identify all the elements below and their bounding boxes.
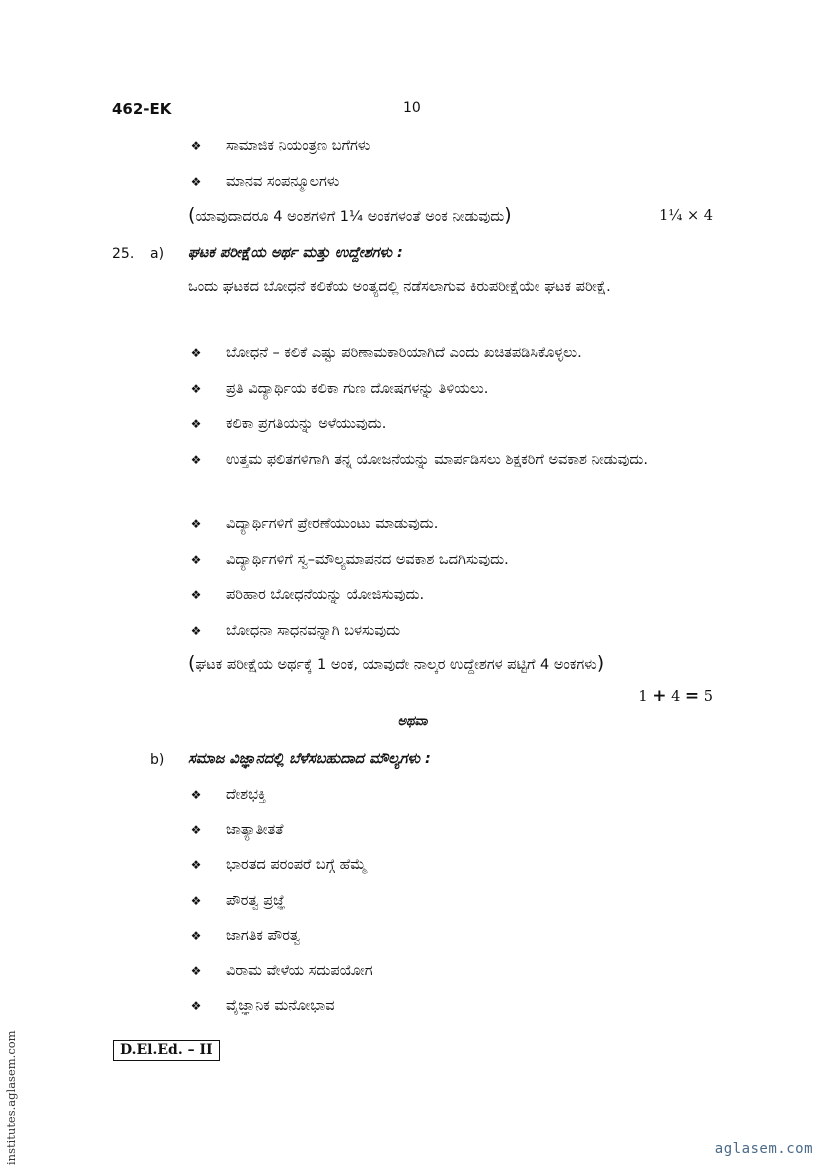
list-item: ಕಲಿಕಾ ಪ್ರಗತಿಯನ್ನು ಅಳೆಯುವುದು. — [226, 416, 387, 432]
bullet-icon: ❖ — [190, 823, 202, 837]
bullet-icon: ❖ — [190, 346, 202, 360]
list-item: ಬೋಧನೆ – ಕಲಿಕೆ ಎಷ್ಟು ಪರಿಣಾಮಕಾರಿಯಾಗಿದೆ ಎಂದು ಖಚಿತಪಡಿಸಿಕೊಳ್ಳಲು. — [226, 345, 582, 361]
bullet-icon: ❖ — [190, 517, 202, 531]
bullet-icon: ❖ — [190, 894, 202, 908]
marking-note: (ಘಟಕ ಪರೀಕ್ಷೆಯ ಅರ್ಥಕ್ಕೆ 1 ಅಂಕ, ಯಾವುದೇ ನಾಲ್ಕರ ಉದ್ದೇಶಗಳ ಪಟ್ಟಿಗೆ 4 ಅಂಕಗಳು) — [188, 652, 605, 674]
course-code-box: D.El.Ed. – II — [113, 1040, 220, 1061]
section-heading: ಸಮಾಜ ವಿಜ್ಞಾನದಲ್ಲಿ ಬೆಳೆಸಬಹುದಾದ ಮೌಲ್ಯಗಳು : — [188, 751, 431, 767]
bullet-icon: ❖ — [190, 382, 202, 396]
list-item: ಪ್ರತಿ ವಿದ್ಯಾರ್ಥಿಯ ಕಲಿಕಾ ಗುಣ ದೋಷಗಳನ್ನು ತಿಳಿಯಲು. — [226, 381, 489, 397]
paper-code: 462-EK — [112, 100, 172, 118]
question-part-label: a) — [150, 246, 165, 262]
bullet-icon: ❖ — [190, 929, 202, 943]
definition-paragraph: ಒಂದು ಘಟಕದ ಬೋಧನೆ ಕಲಿಕೆಯ ಅಂತ್ಯದಲ್ಲಿ ನಡೆಸಲಾಗುವ ಕಿರುಪರೀಕ್ಷೆಯೇ ಘಟಕ ಪರೀಕ್ಷೆ. — [188, 279, 611, 295]
bullet-icon: ❖ — [190, 553, 202, 567]
bullet-icon: ❖ — [190, 964, 202, 978]
list-item: ಮಾನವ ಸಂಪನ್ಮೂಲಗಳು — [226, 174, 340, 190]
marks-allotment: 1¼ × 4 — [659, 208, 713, 224]
list-item: ಜಾಗತಿಕ ಪೌರತ್ವ — [226, 928, 301, 944]
bullet-icon: ❖ — [190, 417, 202, 431]
list-item: ವಿರಾಮ ವೇಳೆಯ ಸದುಪಯೋಗ — [226, 963, 373, 979]
list-item: ಪರಿಹಾರ ಬೋಧನೆಯನ್ನು ಯೋಜಿಸುವುದು. — [226, 587, 425, 603]
or-separator: ಅಥವಾ — [397, 714, 428, 729]
list-item: ಬೋಧನಾ ಸಾಧನವನ್ನಾಗಿ ಬಳಸುವುದು — [226, 623, 401, 639]
question-number: 25. — [112, 246, 135, 262]
list-item: ಪೌರತ್ವ ಪ್ರಜ್ಞೆ — [226, 893, 286, 909]
list-item: ಸಾಮಾಜಿಕ ನಿಯಂತ್ರಣ ಬಗೆಗಳು — [226, 138, 371, 154]
page-number: 10 — [403, 100, 421, 116]
bottom-watermark: aglasem.com — [714, 1141, 813, 1157]
bullet-icon: ❖ — [190, 858, 202, 872]
marks-allotment: 1 + 4 = 5 — [638, 686, 713, 706]
bullet-icon: ❖ — [190, 588, 202, 602]
bullet-icon: ❖ — [190, 175, 202, 189]
list-item: ದೇಶಭಕ್ತಿ — [226, 787, 266, 803]
list-item: ವಿದ್ಯಾರ್ಥಿಗಳಿಗೆ ಸ್ವ–ಮೌಲ್ಯಮಾಪನದ ಅವಕಾಶ ಒದಗಿಸುವುದು. — [226, 552, 509, 568]
bullet-icon: ❖ — [190, 624, 202, 638]
list-item: ಜಾತ್ಯಾತೀತತೆ — [226, 822, 284, 838]
bullet-icon: ❖ — [190, 788, 202, 802]
bullet-icon: ❖ — [190, 453, 202, 467]
bullet-icon: ❖ — [190, 139, 202, 153]
list-item: ವೈಜ್ಞಾನಿಕ ಮನೋಭಾವ — [226, 998, 335, 1014]
list-item: ಭಾರತದ ಪರಂಪರೆ ಬಗ್ಗೆ ಹೆಮ್ಮೆ — [226, 857, 367, 873]
marking-note: (ಯಾವುದಾದರೂ 4 ಅಂಶಗಳಿಗೆ 1¼ ಅಂಕಗಳಂತೆ ಅಂಕ ನೀಡುವುದು) — [188, 204, 512, 226]
bullet-icon: ❖ — [190, 999, 202, 1013]
list-item: ವಿದ್ಯಾರ್ಥಿಗಳಿಗೆ ಪ್ರೇರಣೆಯುಂಟು ಮಾಡುವುದು. — [226, 516, 439, 532]
section-heading: ಘಟಕ ಪರೀಕ್ಷೆಯ ಅರ್ಥ ಮತ್ತು ಉದ್ದೇಶಗಳು : — [188, 245, 403, 261]
list-item: ಉತ್ತಮ ಫಲಿತಗಳಿಗಾಗಿ ತನ್ನ ಯೋಜನೆಯನ್ನು ಮಾರ್ಪಡಿಸಲು ಶಿಕ್ಷಕರಿಗೆ ಅವಕಾಶ ನೀಡುವುದು. — [226, 452, 649, 468]
question-part-label: b) — [150, 752, 165, 768]
side-watermark: institutes.aglasem.com — [4, 1030, 18, 1165]
